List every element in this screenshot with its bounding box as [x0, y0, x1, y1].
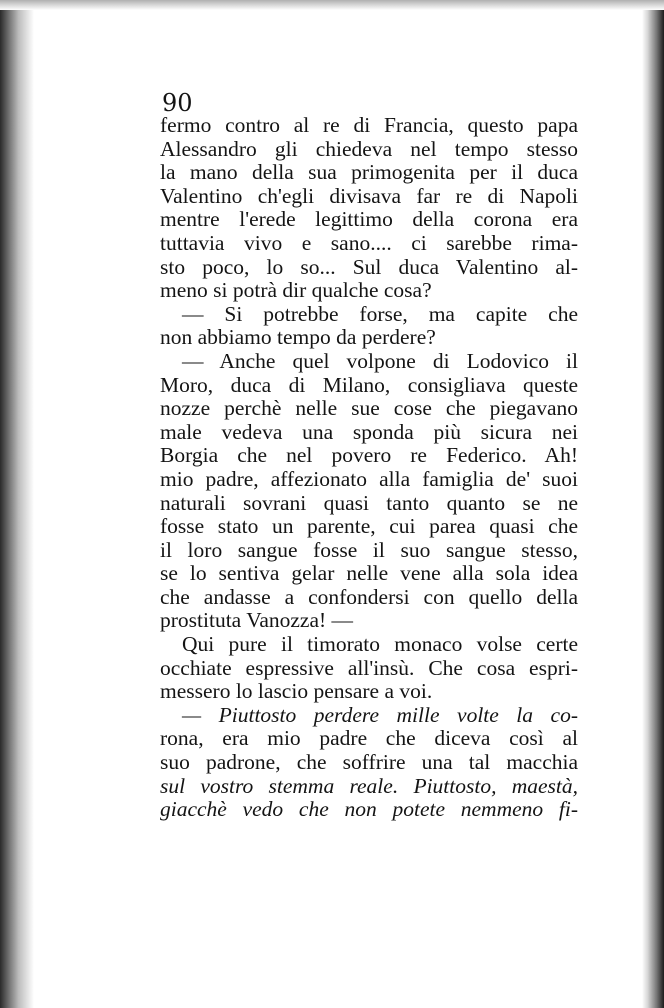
text-line: nozze perchè nelle sue cose che piegavano	[160, 396, 578, 421]
text-line: non abbiamo tempo da perdere?	[160, 325, 436, 350]
text-line: fermo contro al re di Francia, questo papa	[160, 113, 578, 137]
text-line: male vedeva una sponda più sicura nei	[160, 419, 578, 444]
text-line: tuttavia vivo e sano.... ci sarebbe rima-	[160, 230, 578, 255]
text-line: prostituta Vanozza! —	[160, 608, 354, 633]
text-line: rona, era mio padre che diceva così al	[160, 726, 578, 751]
text-line: Valentino ch'egli divisava far re di Napoli	[160, 183, 578, 208]
text-line: — Anche quel volpone di Lodovico il	[182, 348, 578, 373]
scan-top-edge-shadow	[0, 0, 664, 10]
page-number: 90	[162, 89, 193, 117]
text-line: meno si potrà dir qualche cosa?	[160, 278, 432, 303]
text-line: mentre l'erede legittimo della corona era	[160, 207, 578, 232]
text-line: Moro, duca di Milano, consigliava queste	[160, 372, 578, 397]
text-line: Alessandro gli chiedeva nel tempo stesso	[160, 136, 578, 161]
text-line: suo padrone, che soffrire una tal macchia	[160, 750, 578, 775]
text-line: — Si potrebbe forse, ma capite che	[182, 301, 578, 326]
text-line: mio padre, affezionato alla famiglia de' suoi	[160, 466, 578, 491]
text-line: naturali sovrani quasi tanto quanto se ne	[160, 490, 578, 515]
text-line: se lo sentiva gelar nelle vene alla sola idea	[160, 561, 578, 586]
text-line: che andasse a confondersi con quello della	[160, 584, 578, 609]
text-line: la mano della sua primogenita per il duca	[160, 160, 578, 185]
text-line: giacchè vedo che non potete nemmeno fi-	[160, 797, 578, 822]
scan-right-edge-shadow	[642, 0, 664, 1008]
text-line: Borgia che nel povero re Federico. Ah!	[160, 443, 578, 468]
text-line: fosse stato un parente, cui parea quasi che	[160, 514, 578, 539]
scan-left-edge-shadow	[0, 0, 34, 1008]
text-line: sto poco, lo so... Sul duca Valentino al-	[160, 254, 578, 279]
text-line: il loro sangue fosse il suo sangue stesso,	[160, 537, 578, 562]
text-line: messero lo lascio pensare a voi.	[160, 679, 433, 704]
text-line: — Piuttosto perdere mille volte la co-	[182, 702, 578, 727]
text-line: occhiate espressive all'insù. Che cosa espri-	[160, 655, 578, 680]
page-text-block	[160, 90, 578, 822]
text-line: Qui pure il timorato monaco volse certe	[182, 632, 578, 657]
text-line: sul vostro stemma reale. Piuttosto, maestà,	[160, 773, 578, 798]
